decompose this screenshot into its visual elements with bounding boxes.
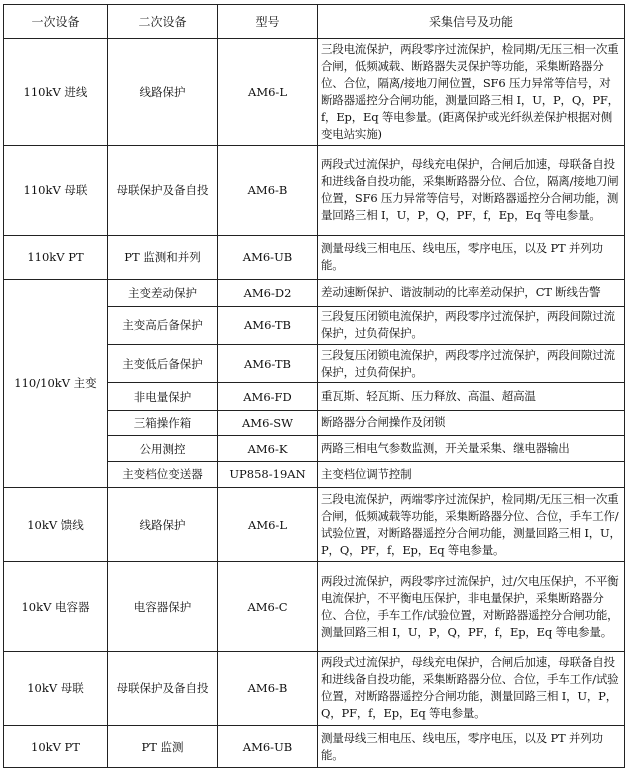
function-cell: 两路三相电气参数监测，开关量采集、继电器输出 [318, 436, 625, 462]
table-row [4, 235, 625, 280]
model-cell: AM6-UB [218, 235, 318, 280]
table-row [4, 562, 625, 651]
function-cell: 测量母线三相电压、线电压，零序电压，以及 PT 并列功能。 [318, 726, 625, 768]
secondary-cell: 公用测控 [108, 436, 218, 462]
model-cell: AM6-L [218, 39, 318, 145]
table-row [4, 145, 625, 235]
function-cell: 三段复压闭锁电流保护，两段零序过流保护，两段间隙过流保护，过负荷保护。 [318, 344, 625, 382]
secondary-cell: 线路保护 [108, 487, 218, 562]
secondary-cell: PT 监测和并列 [108, 235, 218, 280]
secondary-cell: 线路保护 [108, 39, 218, 145]
primary-cell: 110/10kV 主变 [4, 280, 108, 487]
model-cell: AM6-UB [218, 726, 318, 768]
primary-cell: 110kV 进线 [4, 39, 108, 145]
header-function: 采集信号及功能 [318, 5, 625, 39]
secondary-cell: 电容器保护 [108, 562, 218, 651]
function-cell: 差动速断保护、谐波制动的比率差动保护，CT 断线告警 [318, 280, 625, 306]
model-cell: AM6-B [218, 145, 318, 235]
function-cell: 两段式过流保护，母线充电保护，合闸后加速，母联备自投和进线备自投功能，采集断路器分位、合位，隔离/接地刀闸位置，SF6 压力异常等信号，对断路器遥控分合闸功能，测量回路三相 I，U，P，Q，PF，f，Ep，Eq 等电参量。 [318, 145, 625, 235]
primary-cell: 10kV PT [4, 726, 108, 768]
model-cell: AM6-SW [218, 410, 318, 435]
table-row [4, 487, 625, 562]
secondary-cell: 母联保护及备自投 [108, 651, 218, 726]
model-cell: AM6-C [218, 562, 318, 651]
primary-cell: 10kV 馈线 [4, 487, 108, 562]
function-cell: 三段复压闭锁电流保护，两段零序过流保护，两段间隙过流保护，过负荷保护。 [318, 306, 625, 344]
model-cell: AM6-TB [218, 306, 318, 344]
model-cell: AM6-B [218, 651, 318, 726]
header-secondary: 二次设备 [108, 5, 218, 39]
table-row [4, 651, 625, 726]
model-cell: AM6-TB [218, 344, 318, 382]
secondary-cell: 三箱操作箱 [108, 410, 218, 435]
function-cell: 三段电流保护，两段零序过流保护，检同期/无压三相一次重合闸，低频减载、断路器失灵保护等功能，采集断路器分位、合位，隔离/接地刀闸位置，SF6 压力异常等信号，对断路器遥控分合闸功能，测量回路三相 I，U，P，Q，PF，f，Ep，Eq 等电参量。(距离保护或光纤纵差保护根据对侧变电站实施) [318, 39, 625, 145]
table-row [4, 726, 625, 768]
function-cell: 断路器分合闸操作及闭锁 [318, 410, 625, 435]
secondary-cell: 母联保护及备自投 [108, 145, 218, 235]
function-cell: 测量母线三相电压、线电压，零序电压，以及 PT 并列功能。 [318, 235, 625, 280]
function-cell: 重瓦斯、轻瓦斯、压力释放、高温、超高温 [318, 383, 625, 410]
primary-cell: 110kV PT [4, 235, 108, 280]
secondary-cell: 非电量保护 [108, 383, 218, 410]
primary-cell: 110kV 母联 [4, 145, 108, 235]
header-model: 型号 [218, 5, 318, 39]
function-cell: 三段电流保护，两端零序过流保护，检同期/无压三相一次重合闸，低频减载等功能，采集断路器分位、合位，手车工作/试验位置，对断路器遥控分合闸功能，测量回路三相 I，U，P，Q，PF，f，Ep，Eq 等电参量。 [318, 487, 625, 562]
table-row [4, 280, 625, 306]
secondary-cell: 主变差动保护 [108, 280, 218, 306]
header-primary: 一次设备 [4, 5, 108, 39]
model-cell: AM6-K [218, 436, 318, 462]
model-cell: AM6-D2 [218, 280, 318, 306]
table-header-row [4, 5, 625, 39]
primary-cell: 10kV 电容器 [4, 562, 108, 651]
model-cell: AM6-L [218, 487, 318, 562]
primary-cell: 10kV 母联 [4, 651, 108, 726]
function-cell: 两段式过流保护，母线充电保护，合闸后加速，母联备自投和进线备自投功能，采集断路器分位、合位，手车工作/试验位置，对断路器遥控分合闸功能，测量回路三相 I，U，P，Q，PF，f，Ep，Eq 等电参量。 [318, 651, 625, 726]
secondary-cell: PT 监测 [108, 726, 218, 768]
equipment-table [3, 4, 625, 768]
secondary-cell: 主变低后备保护 [108, 344, 218, 382]
model-cell: UP858-19AN [218, 462, 318, 487]
secondary-cell: 主变高后备保护 [108, 306, 218, 344]
secondary-cell: 主变档位变送器 [108, 462, 218, 487]
table-row [4, 39, 625, 145]
function-cell: 两段过流保护，两段零序过流保护，过/欠电压保护，不平衡电流保护，不平衡电压保护，非电量保护，采集断路器分位、合位，手车工作/试验位置，对断路器遥控分合闸功能，测量回路三相 I，U，P，Q，PF，f，Ep，Eq 等电参量。 [318, 562, 625, 651]
model-cell: AM6-FD [218, 383, 318, 410]
function-cell: 主变档位调节控制 [318, 462, 625, 487]
